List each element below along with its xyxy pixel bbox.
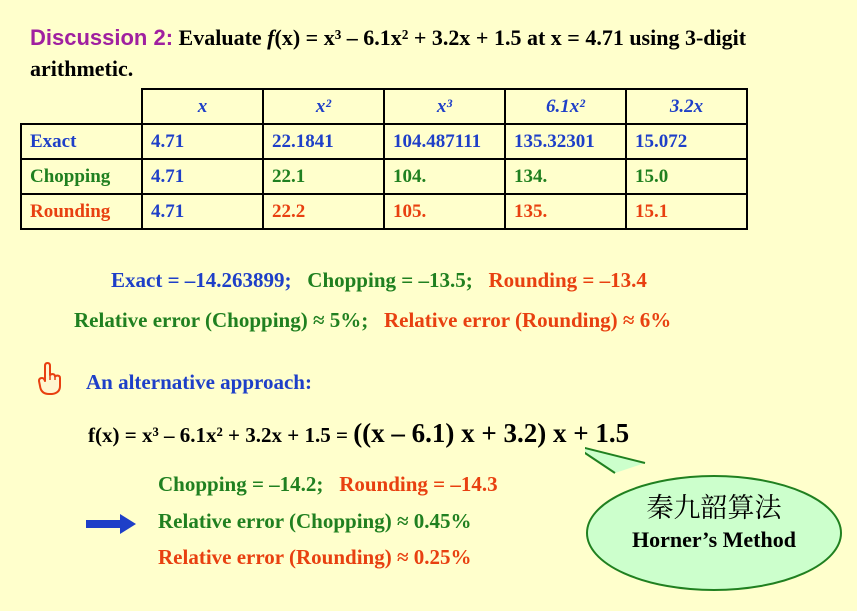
relative-error-line bbox=[74, 308, 671, 333]
horner-results-line bbox=[158, 472, 498, 497]
table-cell: 15.072 bbox=[626, 124, 747, 159]
table-header-row bbox=[21, 89, 747, 124]
comparison-table bbox=[20, 88, 748, 230]
formula-nested: ((x – 6.1) x + 3.2) x + 1.5 bbox=[353, 418, 630, 448]
table-cell: 4.71 bbox=[142, 194, 263, 229]
exact-result: Exact = –14.263899; bbox=[111, 268, 292, 292]
alternative-heading: An alternative approach: bbox=[86, 370, 312, 394]
table-row-exact bbox=[21, 124, 747, 159]
table-header-32x: 3.2x bbox=[626, 89, 747, 124]
table-cell: 135. bbox=[505, 194, 626, 229]
right-arrow-icon bbox=[86, 513, 136, 540]
title-text-rest: = x³ – 6.1x² + 3.2x + 1.5 at x = 4.71 using 3-digit arithmetic. bbox=[30, 25, 747, 81]
table-cell: 134. bbox=[505, 159, 626, 194]
table-cell: 4.71 bbox=[142, 124, 263, 159]
table-cell: 22.1841 bbox=[263, 124, 384, 159]
callout-text bbox=[585, 486, 843, 553]
page-title bbox=[30, 22, 820, 84]
title-function-name: f bbox=[267, 25, 275, 50]
relative-error-rounding: Relative error (Rounding) ≈ 6% bbox=[383, 308, 672, 332]
relative-error-chopping: Relative error (Chopping) ≈ 5%; bbox=[74, 308, 369, 332]
table-cell: 15.0 bbox=[626, 159, 747, 194]
table-cell: 22.1 bbox=[263, 159, 384, 194]
table-row-rounding bbox=[21, 194, 747, 229]
title-function-arg: (x) bbox=[274, 25, 301, 50]
table-cell: 105. bbox=[384, 194, 505, 229]
table-cell: 104.487111 bbox=[384, 124, 505, 159]
table-row-chopping bbox=[21, 159, 747, 194]
table-cell: 15.1 bbox=[626, 194, 747, 229]
table-header-x3: x³ bbox=[384, 89, 505, 124]
callout-chinese: 秦九韶算法 bbox=[646, 493, 782, 524]
table-row-label: Chopping bbox=[21, 159, 142, 194]
table-cell: 22.2 bbox=[263, 194, 384, 229]
table-corner-cell bbox=[21, 89, 142, 124]
horner-formula bbox=[88, 418, 629, 449]
horner-relative-error-rounding: Relative error (Rounding) ≈ 0.25% bbox=[158, 545, 472, 569]
table-header-x: x bbox=[142, 89, 263, 124]
title-text-before: Evaluate bbox=[178, 25, 268, 50]
horner-chopping-result: Chopping = –14.2; bbox=[158, 472, 324, 496]
table-cell: 135.32301 bbox=[505, 124, 626, 159]
discussion-label: Discussion 2: bbox=[30, 25, 174, 50]
formula-left: f(x) = x³ – 6.1x² + 3.2x + 1.5 = bbox=[88, 423, 354, 447]
table-row-label: Exact bbox=[21, 124, 142, 159]
results-line bbox=[111, 268, 647, 293]
horner-relative-error-chopping: Relative error (Chopping) ≈ 0.45% bbox=[158, 509, 472, 533]
rounding-result: Rounding = –13.4 bbox=[488, 268, 647, 292]
horner-rounding-result: Rounding = –14.3 bbox=[339, 472, 498, 496]
callout-english: Horner’s Method bbox=[632, 527, 796, 552]
pointing-hand-icon bbox=[36, 362, 64, 401]
table-cell: 4.71 bbox=[142, 159, 263, 194]
table-header-x2: x² bbox=[263, 89, 384, 124]
table-header-61x2: 6.1x² bbox=[505, 89, 626, 124]
table-row-label: Rounding bbox=[21, 194, 142, 229]
chopping-result: Chopping = –13.5; bbox=[307, 268, 473, 292]
table-cell: 104. bbox=[384, 159, 505, 194]
